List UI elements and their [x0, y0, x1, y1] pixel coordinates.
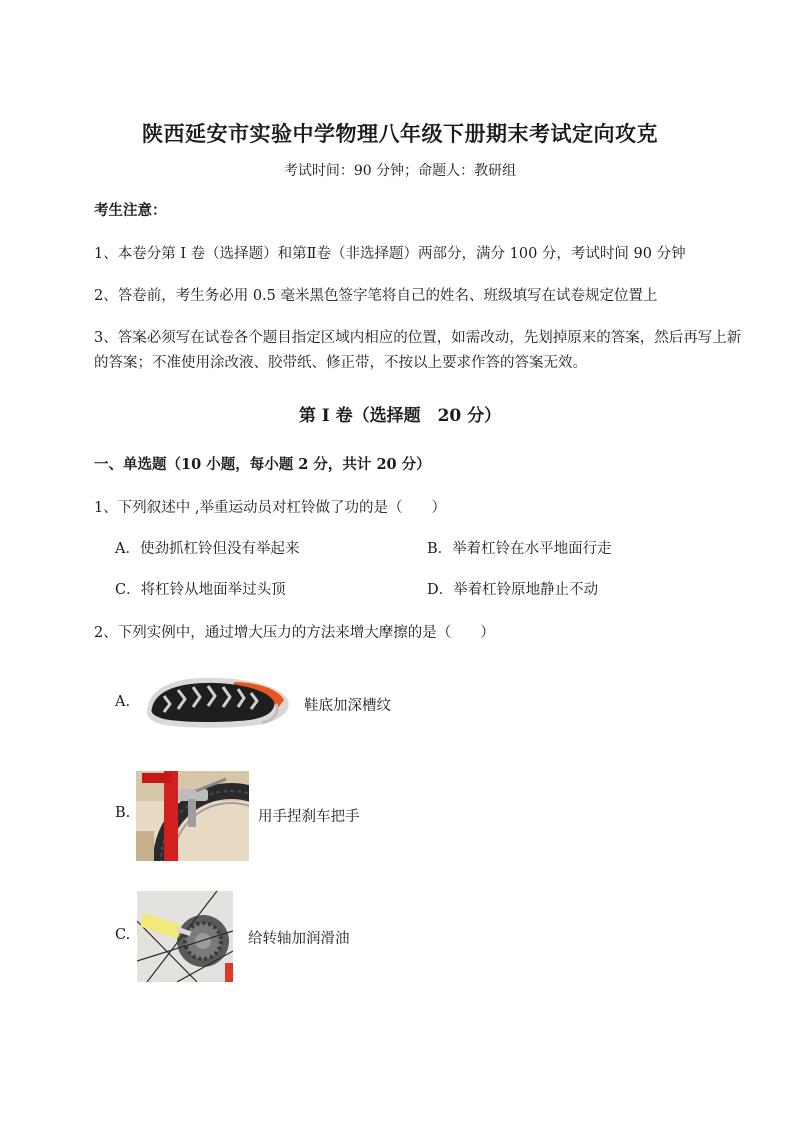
notice-item-1: 1、本卷分第 I 卷（选择题）和第Ⅱ卷（非选择题）两部分，满分 100 分，考试时间 90 分钟 — [94, 246, 686, 262]
q2-stem: 2、下列实例中，通过增大压力的方法来增大摩擦的是（ ） — [94, 625, 495, 641]
axle-oil-image — [137, 891, 233, 982]
q1-option-a: A．使劲抓杠铃但没有举起来 — [115, 541, 300, 557]
q2-option-c-text: 给转轴加润滑油 — [248, 931, 350, 947]
q2-option-a-letter: A. — [115, 694, 131, 710]
q1-stem: 1、下列叙述中 ,举重运动员对杠铃做了功的是（ ） — [94, 500, 446, 516]
q1-option-b: B．举着杠铃在水平地面行走 — [427, 541, 612, 557]
notice-item-2: 2、答卷前，考生务必用 0.5 毫米黑色签字笔将自己的姓名、班级填写在试卷规定位置上 — [94, 288, 658, 304]
q1-option-d: D．举着杠铃原地静止不动 — [427, 582, 599, 598]
shoe-sole-image — [138, 668, 296, 738]
section-title: 第 I 卷（选择题 20 分） — [298, 406, 502, 426]
q1-option-c: C．将杠铃从地面举过头顶 — [115, 582, 286, 598]
bicycle-brake-image — [136, 771, 249, 861]
part-heading: 一、单选题（10 小题，每小题 2 分，共计 20 分） — [94, 456, 431, 473]
notice-item-3-line2: 的答案；不准使用涂改液、胶带纸、修正带，不按以上要求作答的答案无效。 — [94, 355, 587, 371]
notice-item-3-line1: 3、答案必须写在试卷各个题目指定区域内相应的位置，如需改动，先划掉原来的答案，然后再写上新 — [94, 330, 742, 346]
notice-heading: 考生注意： — [94, 202, 167, 219]
exam-subtitle: 考试时间：90 分钟；命题人：教研组 — [283, 163, 517, 179]
q2-option-c-letter: C. — [115, 927, 131, 943]
q2-option-a-text: 鞋底加深槽纹 — [304, 698, 391, 714]
q2-option-b-text: 用手捏刹车把手 — [258, 809, 360, 825]
q2-option-b-letter: B. — [115, 805, 131, 821]
exam-title: 陕西延安市实验中学物理八年级下册期末考试定向攻克 — [142, 121, 658, 146]
